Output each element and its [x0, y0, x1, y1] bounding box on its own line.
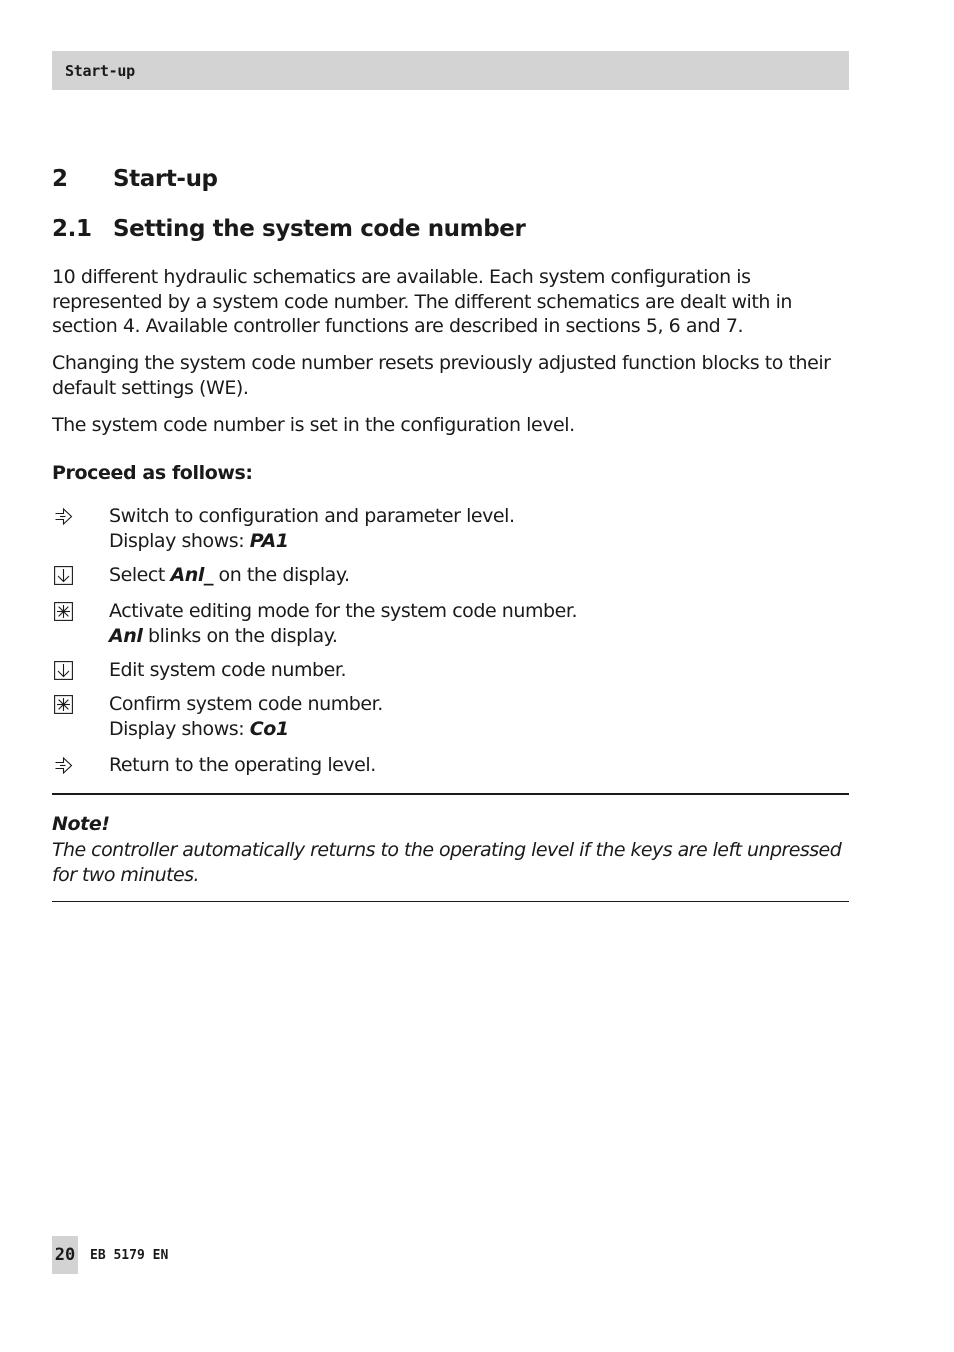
reset-warning-paragraph: Changing the system code number resets previously adjusted function blocks to their default settings (WE).	[52, 352, 831, 399]
page-number: 20	[52, 1236, 78, 1274]
display-code: Co1	[249, 718, 289, 740]
enter-key-icon	[54, 507, 73, 526]
step-select-anl	[52, 563, 852, 588]
step-text: Display shows:	[109, 530, 250, 552]
display-code: PA1	[249, 530, 289, 552]
note-bottom-rule	[52, 901, 849, 902]
note-top-rule	[52, 793, 849, 795]
display-code: Anl	[109, 625, 143, 647]
subsection-heading	[52, 216, 525, 242]
section-heading	[52, 166, 218, 192]
step-text: Switch to configuration and parameter level.	[109, 505, 515, 527]
section-number: 2	[52, 166, 68, 192]
note-text: The controller automatically returns to the operating level if the keys are left unpressed for two minutes.	[52, 839, 842, 886]
intro-paragraph: 10 different hydraulic schematics are available. Each system configuration is represented by a system code number. The different schematics are dealt with in section 4. Available controller functions are described in sections 5, 6 and 7.	[52, 266, 792, 337]
config-level-paragraph: The system code number is set in the configuration level.	[52, 414, 575, 436]
step-text: Confirm system code number.	[109, 693, 383, 715]
document-code: EB 5179 EN	[90, 1248, 169, 1263]
proceed-label: Proceed as follows:	[52, 462, 253, 484]
subsection-number: 2.1	[52, 216, 92, 242]
step-confirm-code	[52, 692, 852, 742]
step-text: Edit system code number.	[109, 659, 347, 681]
step-text: Return to the operating level.	[109, 754, 376, 776]
step-text: on the display.	[212, 564, 350, 586]
down-arrow-key-icon	[54, 566, 73, 585]
step-text: Display shows:	[109, 718, 250, 740]
running-header-title: Start-up	[65, 61, 135, 80]
step-text: Activate editing mode for the system code number.	[109, 600, 578, 622]
down-arrow-key-icon	[54, 661, 73, 680]
step-text: blinks on the display.	[142, 625, 338, 647]
step-edit-code	[52, 658, 852, 683]
note-title: Note!	[52, 813, 110, 835]
subsection-title: Setting the system code number	[113, 216, 526, 242]
enter-key-icon	[54, 756, 73, 775]
asterisk-key-icon	[54, 602, 73, 621]
step-text: Select	[109, 564, 171, 586]
step-return-operating	[52, 753, 852, 778]
display-code: Anl_	[170, 564, 213, 586]
step-switch-level	[52, 504, 852, 554]
step-activate-editing	[52, 599, 852, 649]
asterisk-key-icon	[54, 695, 73, 714]
running-header	[52, 51, 849, 90]
section-title: Start-up	[113, 166, 218, 192]
